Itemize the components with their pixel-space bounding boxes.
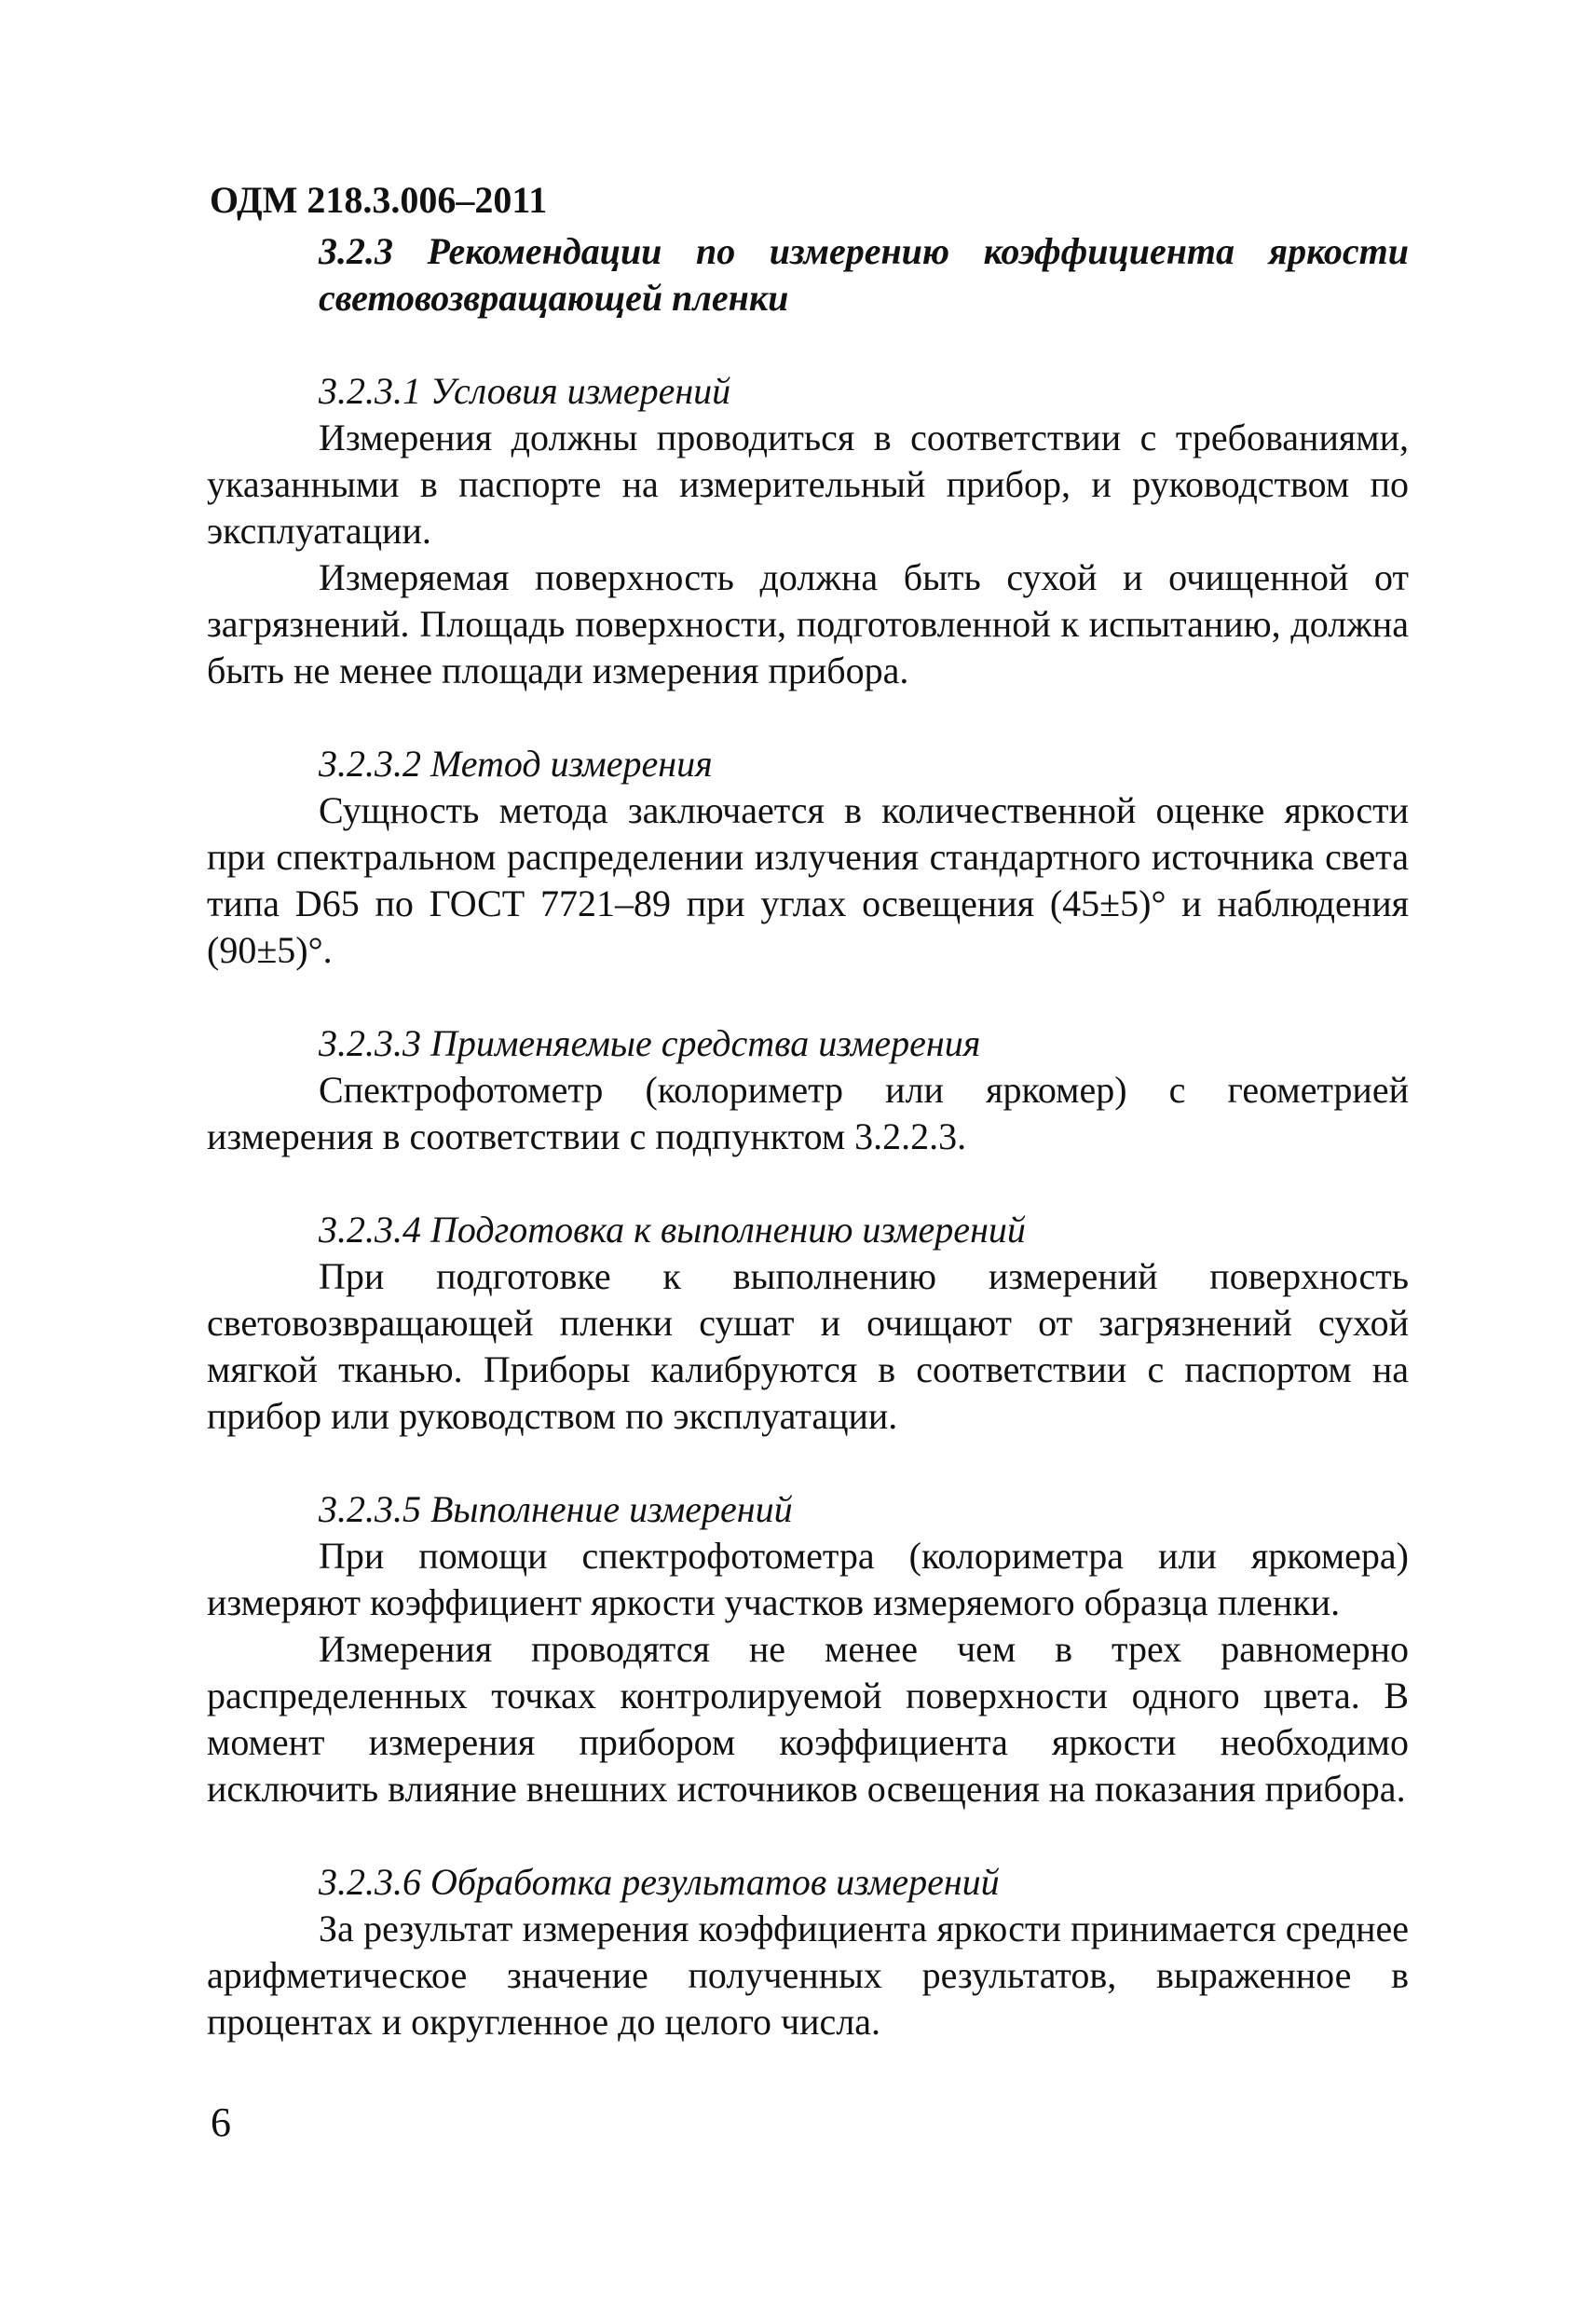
document-code: ОДМ 218.3.006–2011 [210, 179, 548, 221]
subsection-processing [207, 1859, 1409, 2045]
subsection-heading: 3.2.3.5 Выполнение измерений [319, 1488, 793, 1530]
paragraph: Измерения проводятся не менее чем в трех равномерно распределенных точках контролируемой поверхности одного цвета. В момент измерения прибором коэффициента яркости необходимо исключить влияние внешних источников освещения на показания прибора. [207, 1628, 1409, 1810]
subsection-heading: 3.2.3.1 Условия измерений [319, 370, 731, 412]
paragraph: Измерения должны проводиться в соответствии с требованиями, указанными в паспорте на измерительный прибор, и руководством по эксплуатации. [207, 417, 1409, 552]
paragraph: При помощи спектрофотометра (колориметра или яркомера) измеряют коэффициент яркости участков измеряемого образца пленки. [207, 1535, 1409, 1623]
subsection-preparation [207, 1207, 1409, 1440]
paragraph: При подготовке к выполнению измерений поверхность световозвращающей пленки сушат и очищают от загрязнений сухой мягкой тканью. Приборы калибруются в соответствии с паспортом на прибор или руководством по эксплуатации. [207, 1255, 1409, 1437]
document-body [207, 228, 1409, 2045]
subsection-instruments [207, 1020, 1409, 1160]
section-heading: 3.2.3 Рекомендации по измерению коэффициента яркости световозвращающей пленки [319, 230, 1409, 319]
paragraph: Спектрофотометр (колориметр или яркомер) с геометрией измерения в соответствии с подпунктом 3.2.2.3. [207, 1069, 1409, 1157]
subsection-execution [207, 1486, 1409, 1812]
paragraph: За результат измерения коэффициента яркости принимается среднее арифметическое значение полученных результатов, выраженное в процентах и округленное до целого числа. [207, 1908, 1409, 2043]
subsection-heading: 3.2.3.3 Применяемые средства измерения [319, 1022, 981, 1064]
paragraph: Измеряемая поверхность должна быть сухой и очищенной от загрязнений. Площадь поверхности, подготовленной к испытанию, должна быть не менее площади измерения прибора. [207, 556, 1409, 691]
paragraph: Сущность метода заключается в количественной оценке яркости при спектральном распределении излучения стандартного источника света типа D65 по ГОСТ 7721–89 при углах освещения (45±5)° и наблюдения (90±5)°. [207, 789, 1409, 971]
subsection-heading: 3.2.3.4 Подготовка к выполнению измерений [319, 1209, 1026, 1251]
subsection-conditions [207, 368, 1409, 694]
subsection-heading: 3.2.3.2 Метод измерения [319, 743, 713, 785]
page-number: 6 [211, 2099, 231, 2145]
subsection-heading: 3.2.3.6 Обработка результатов измерений [319, 1861, 1000, 1903]
subsection-method [207, 741, 1409, 974]
